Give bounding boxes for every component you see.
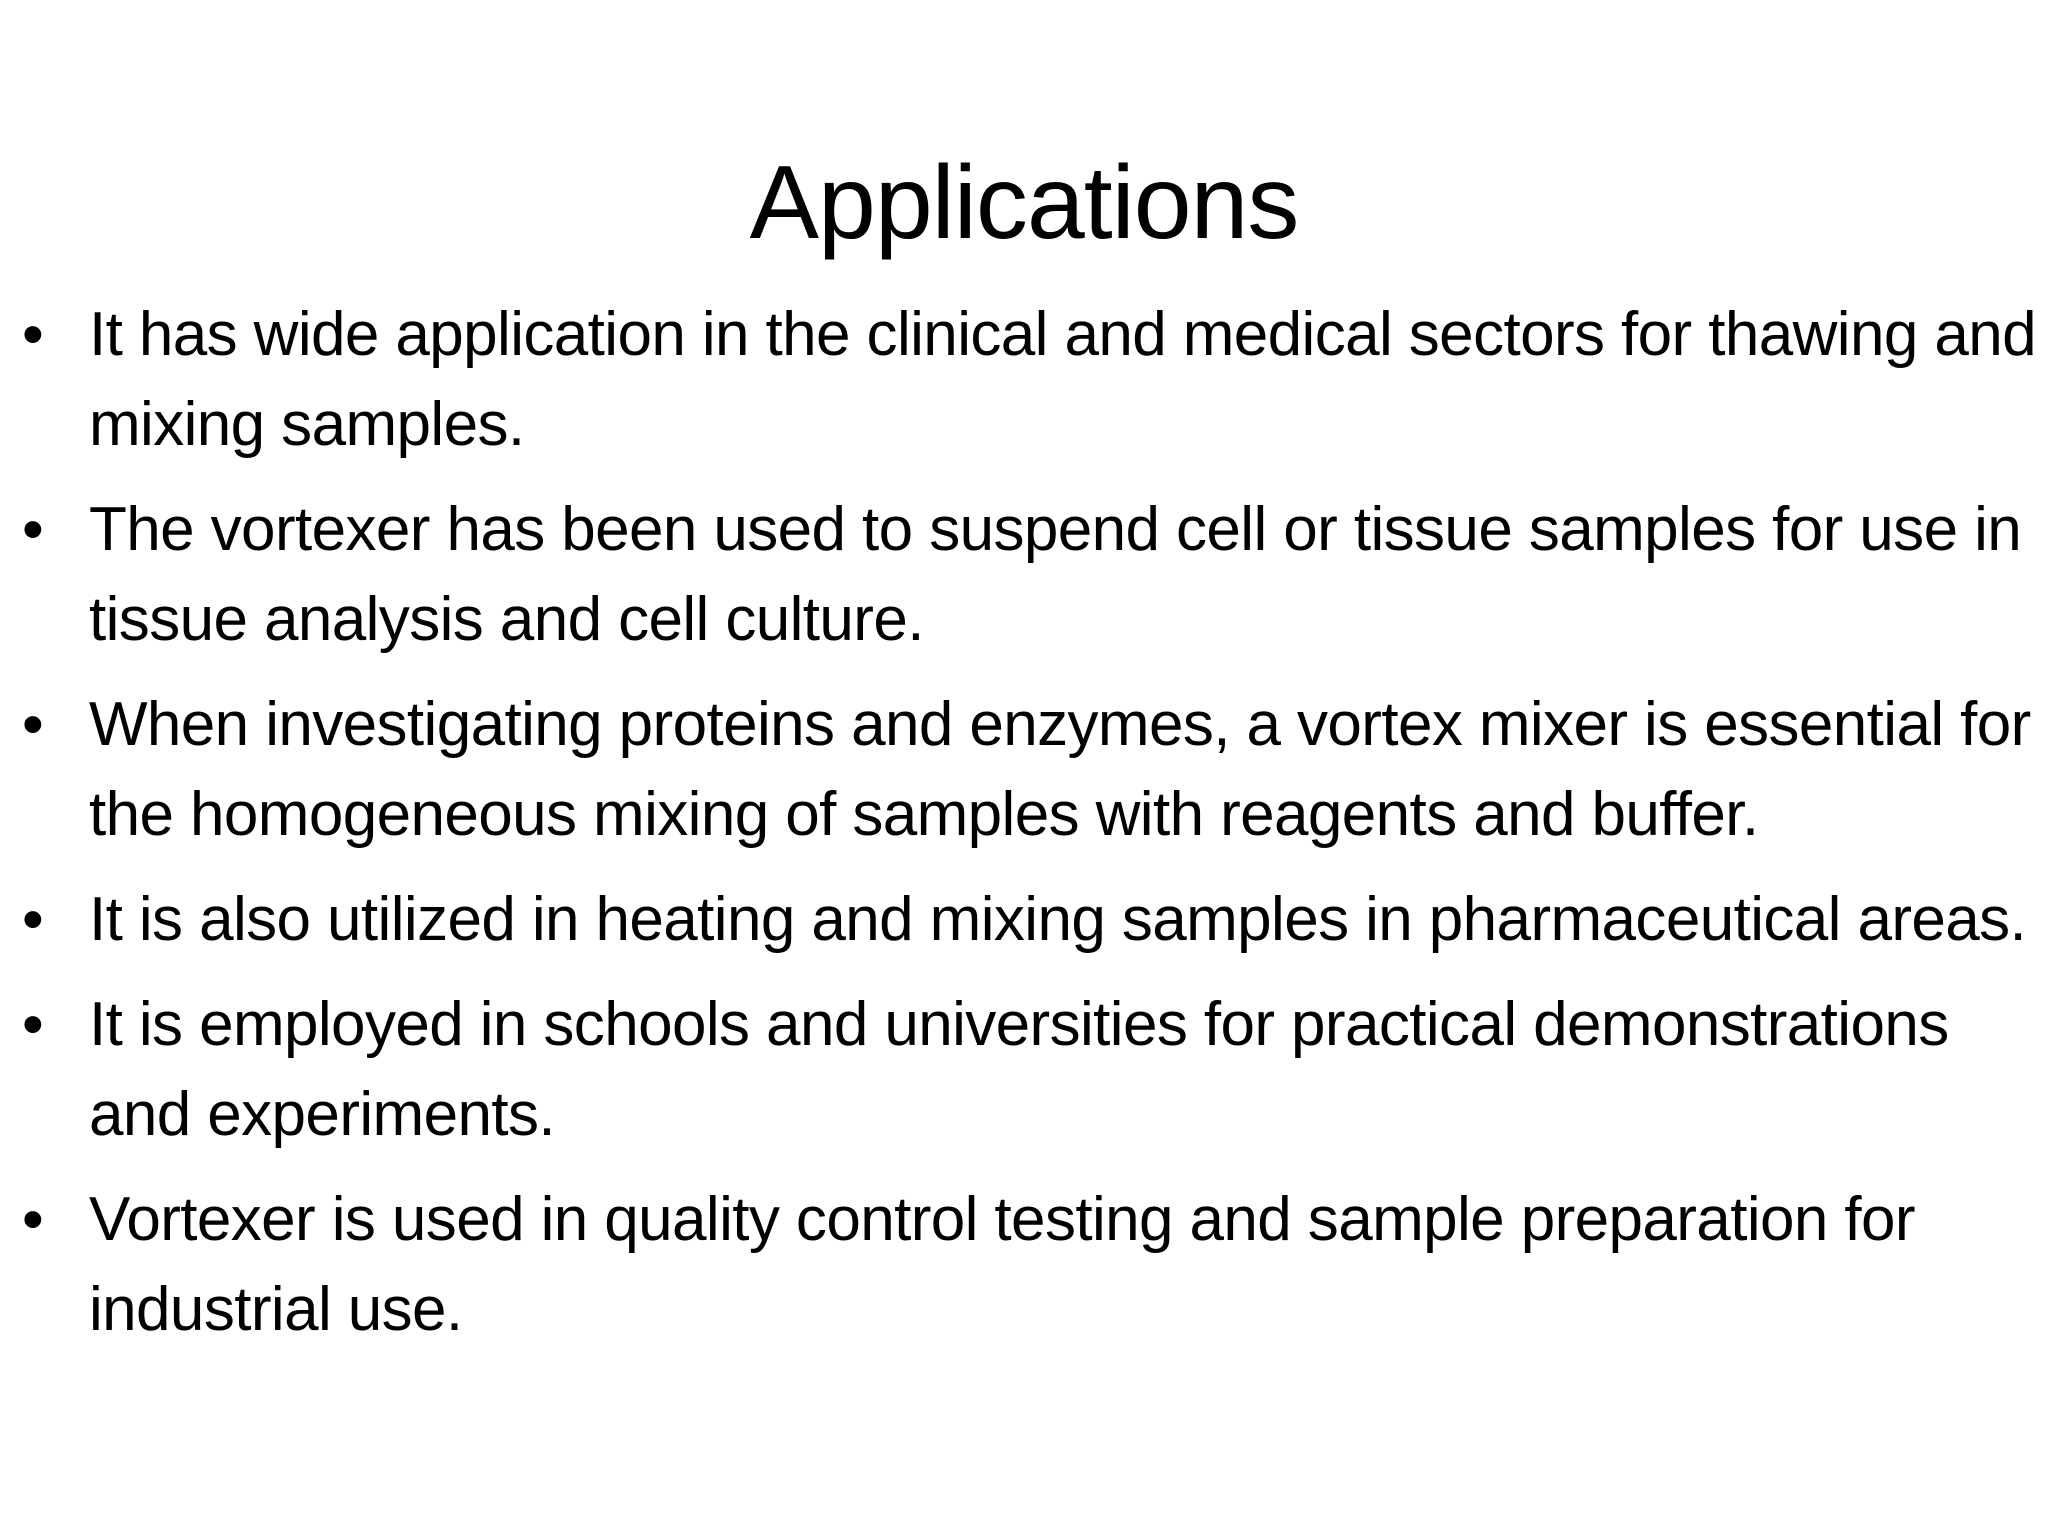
bullet-icon: • <box>22 885 44 954</box>
bullet-item <box>0 680 2040 860</box>
bullet-item <box>0 290 2040 470</box>
bullet-icon: • <box>22 1185 44 1254</box>
bullet-list <box>0 290 2040 1370</box>
bullet-text: Vortexer is used in quality control testing and sample preparation for industrial use. <box>89 1185 1915 1344</box>
bullet-icon: • <box>22 495 44 564</box>
bullet-text: It is employed in schools and universities for practical demonstrations and experiments. <box>89 990 1949 1149</box>
slide-title: Applications <box>749 145 1299 261</box>
bullet-icon: • <box>22 990 44 1059</box>
bullet-item <box>0 1175 2040 1355</box>
bullet-item <box>0 875 2040 965</box>
bullet-text: It has wide application in the clinical and medical sectors for thawing and mixing samples. <box>89 300 2036 459</box>
bullet-item <box>0 980 2040 1160</box>
bullet-text: When investigating proteins and enzymes, a vortex mixer is essential for the homogeneous mixing of samples with reagents and buffer. <box>89 690 2031 849</box>
bullet-text: The vortexer has been used to suspend cell or tissue samples for use in tissue analysis and cell culture. <box>89 495 2022 654</box>
bullet-item <box>0 485 2040 665</box>
bullet-icon: • <box>22 690 44 759</box>
bullet-text: It is also utilized in heating and mixing samples in pharmaceutical areas. <box>89 885 2027 954</box>
bullet-icon: • <box>22 300 44 369</box>
